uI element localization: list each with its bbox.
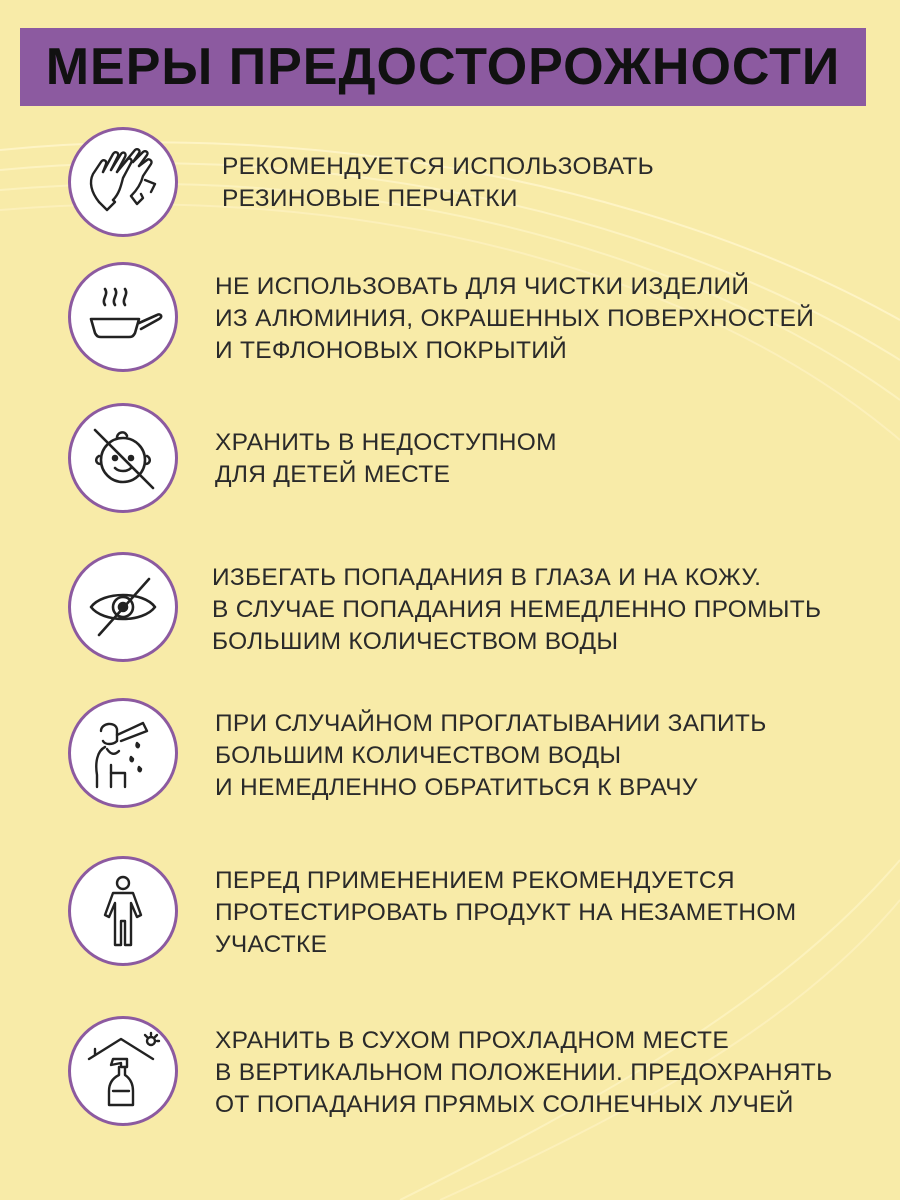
precaution-text: ПЕРЕД ПРИМЕНЕНИЕМ РЕКОМЕНДУЕТСЯ ПРОТЕСТИРОВАТЬ ПРОДУКТ НА НЕЗАМЕТНОМ УЧАСТКЕ (215, 867, 797, 958)
precaution-pan (0, 262, 900, 402)
frying-pan-icon (68, 262, 178, 372)
gloves-icon (68, 127, 178, 237)
no-eye-contact-icon (68, 552, 178, 662)
precaution-swallowing (0, 698, 900, 838)
precaution-test (0, 856, 900, 996)
title-banner (20, 28, 866, 106)
person-figure-icon (68, 856, 178, 966)
precaution-text: ИЗБЕГАТЬ ПОПАДАНИЯ В ГЛАЗА И НА КОЖУ. В СЛУЧАЕ ПОПАДАНИЯ НЕМЕДЛЕННО ПРОМЫТЬ БОЛЬШИМ КОЛИЧЕСТВОМ ВОДЫ (212, 564, 822, 655)
precaution-text: ХРАНИТЬ В СУХОМ ПРОХЛАДНОМ МЕСТЕ В ВЕРТИКАЛЬНОМ ПОЛОЖЕНИИ. ПРЕДОХРАНЯТЬ ОТ ПОПАДАНИЯ ПРЯМЫХ СОЛНЕЧНЫХ ЛУЧЕЙ (215, 1027, 833, 1118)
precaution-gloves (0, 127, 900, 267)
precaution-text: РЕКОМЕНДУЕТСЯ ИСПОЛЬЗОВАТЬ РЕЗИНОВЫЕ ПЕРЧАТКИ (222, 153, 655, 212)
precaution-text: ПРИ СЛУЧАЙНОМ ПРОГЛАТЫВАНИИ ЗАПИТЬ БОЛЬШИМ КОЛИЧЕСТВОМ ВОДЫ И НЕМЕДЛЕННО ОБРАТИТЬСЯ К ВРАЧУ (215, 710, 767, 801)
precaution-text: ХРАНИТЬ В НЕДОСТУПНОМ ДЛЯ ДЕТЕЙ МЕСТЕ (215, 429, 557, 488)
spray-bottle-storage-icon (68, 1016, 178, 1126)
precaution-storage (0, 1016, 900, 1156)
page-title: МЕРЫ ПРЕДОСТОРОЖНОСТИ (45, 38, 841, 96)
person-drinking-icon (68, 698, 178, 808)
precaution-children (0, 403, 900, 543)
precaution-eyes (0, 552, 900, 692)
no-children-icon (68, 403, 178, 513)
precaution-text: НЕ ИСПОЛЬЗОВАТЬ ДЛЯ ЧИСТКИ ИЗДЕЛИЙ ИЗ АЛЮМИНИЯ, ОКРАШЕННЫХ ПОВЕРХНОСТЕЙ И ТЕФЛОНОВЫХ ПОКРЫТИЙ (215, 273, 815, 364)
